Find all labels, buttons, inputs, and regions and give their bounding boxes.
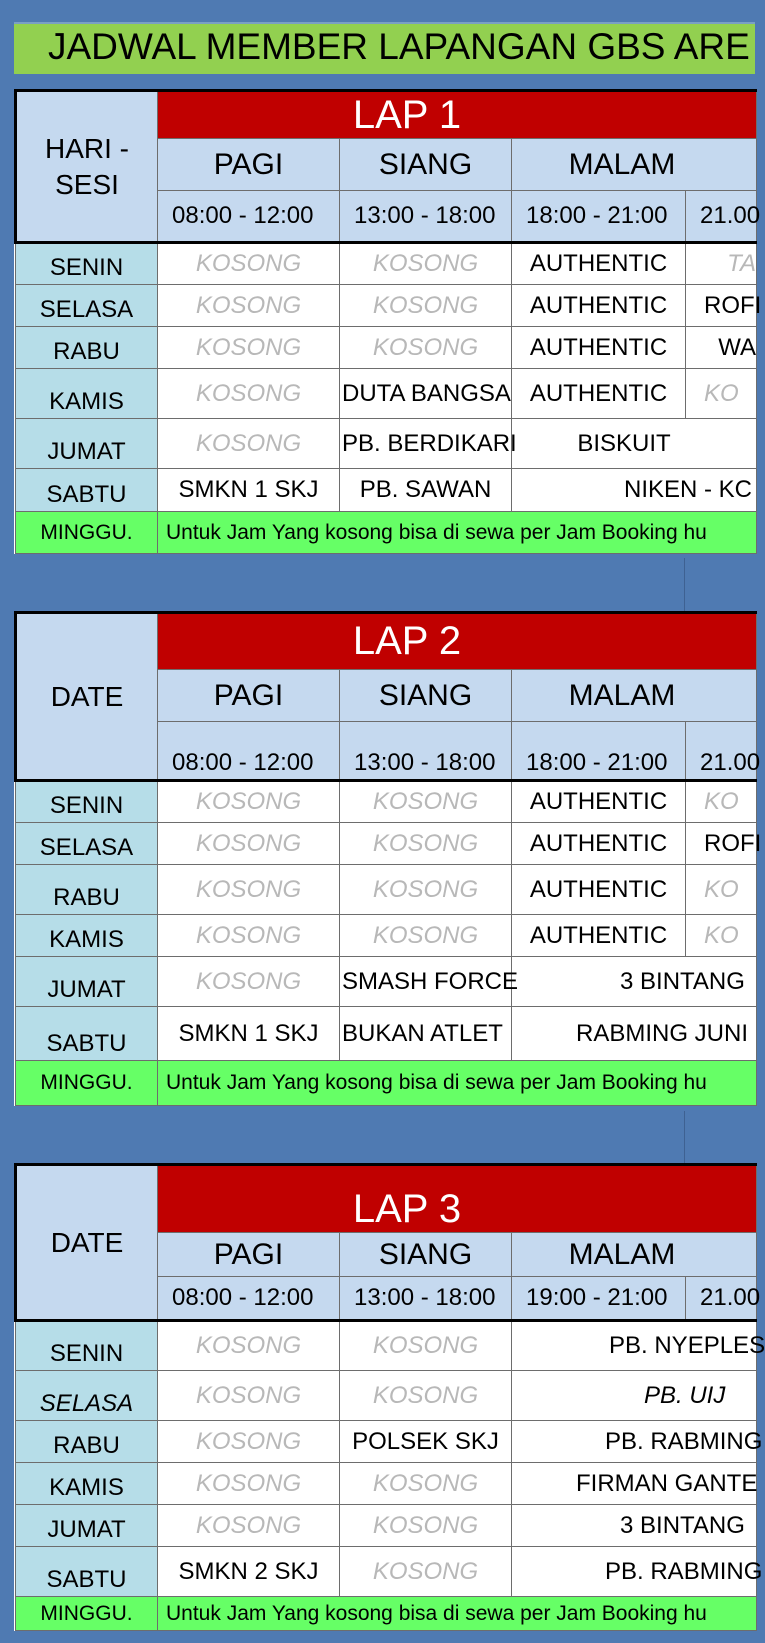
schedule-cell: TA	[686, 243, 757, 285]
schedule-cell: KOSONG	[158, 915, 340, 957]
schedule-cell: SMKN 1 SKJ	[158, 469, 340, 512]
time-slot: 13:00 - 18:00	[340, 1277, 512, 1321]
schedule-cell: ROFI	[686, 823, 757, 865]
day-label: SENIN	[16, 781, 158, 823]
lap-title: LAP 2	[158, 613, 757, 670]
day-label: KAMIS	[16, 369, 158, 419]
schedule-cell: SMKN 2 SKJ	[158, 1547, 340, 1597]
schedule-cell: KOSONG	[158, 1505, 340, 1547]
schedule-cell: AUTHENTIC	[512, 865, 686, 915]
session-malam: MALAM	[512, 139, 757, 191]
time-slot: 21.00	[686, 1277, 757, 1321]
schedule-cell: KOSONG	[158, 781, 340, 823]
minggu-label: MINGGU.	[16, 512, 158, 554]
time-slot: 18:00 - 21:00	[512, 191, 686, 243]
day-label: SELASA	[16, 1371, 158, 1421]
schedule-cell: KOSONG	[158, 865, 340, 915]
time-slot: 21.00	[686, 191, 757, 243]
minggu-label: MINGGU.	[16, 1061, 158, 1106]
schedule-cell: PB. NYEPLES	[512, 1321, 757, 1371]
schedule-cell: KOSONG	[340, 915, 512, 957]
session-pagi: PAGI	[158, 1233, 340, 1277]
schedule-cell: RABMING JUNI	[512, 1007, 757, 1061]
schedule-cell: KO	[686, 369, 757, 419]
schedule-cell: KOSONG	[158, 243, 340, 285]
schedule-cell: PB. BERDIKARI	[340, 419, 512, 469]
time-slot: 08:00 - 12:00	[158, 191, 340, 243]
schedule-cell: AUTHENTIC	[512, 781, 686, 823]
schedule-cell: KOSONG	[340, 1463, 512, 1505]
day-label: RABU	[16, 1421, 158, 1463]
schedule-cell: KOSONG	[340, 823, 512, 865]
schedule-cell: AUTHENTIC	[512, 285, 686, 327]
schedule-cell: KOSONG	[340, 285, 512, 327]
schedule-cell: KOSONG	[158, 369, 340, 419]
schedule-cell: KO	[686, 781, 757, 823]
gap-divider	[684, 558, 685, 611]
day-label: SABTU	[16, 1547, 158, 1597]
schedule-cell: KOSONG	[340, 1547, 512, 1597]
schedule-cell: AUTHENTIC	[512, 369, 686, 419]
schedule-cell: KOSONG	[340, 865, 512, 915]
session-malam: MALAM	[512, 1233, 757, 1277]
gap-divider	[684, 1111, 685, 1163]
lap-3-table	[14, 1163, 765, 1631]
schedule-cell: SMKN 1 SKJ	[158, 1007, 340, 1061]
lap-title: LAP 3	[158, 1165, 757, 1233]
schedule-cell: BISKUIT	[512, 419, 757, 469]
day-label: SELASA	[16, 823, 158, 865]
schedule-cell: DUTA BANGSA	[340, 369, 512, 419]
session-siang: SIANG	[340, 1233, 512, 1277]
schedule-cell: KOSONG	[340, 327, 512, 369]
schedule-cell: KO	[686, 865, 757, 915]
schedule-cell: WA	[686, 327, 757, 369]
schedule-cell: KOSONG	[158, 327, 340, 369]
schedule-cell: PB. RABMING	[512, 1547, 757, 1597]
schedule-cell: KOSONG	[158, 1463, 340, 1505]
minggu-label: MINGGU.	[16, 1597, 158, 1631]
time-slot: 18:00 - 21:00	[512, 722, 686, 781]
day-label: RABU	[16, 865, 158, 915]
day-label: SENIN	[16, 1321, 158, 1371]
schedule-cell: PB. SAWAN	[340, 469, 512, 512]
schedule-cell: AUTHENTIC	[512, 243, 686, 285]
schedule-cell: POLSEK SKJ	[340, 1421, 512, 1463]
session-malam: MALAM	[512, 670, 757, 722]
booking-note: Untuk Jam Yang kosong bisa di sewa per Jam Booking hu	[158, 1061, 757, 1106]
schedule-cell: FIRMAN GANTE	[512, 1463, 757, 1505]
schedule-cell: KOSONG	[340, 1321, 512, 1371]
schedule-cell: KOSONG	[158, 1371, 340, 1421]
corner-header: HARI - SESI	[16, 91, 158, 243]
schedule-cell: KOSONG	[340, 781, 512, 823]
schedule-cell: KOSONG	[158, 285, 340, 327]
schedule-cell: KOSONG	[158, 1421, 340, 1463]
day-label: SELASA	[16, 285, 158, 327]
booking-note: Untuk Jam Yang kosong bisa di sewa per Jam Booking hu	[158, 1597, 757, 1631]
day-label: KAMIS	[16, 915, 158, 957]
corner-header: DATE	[16, 1165, 158, 1321]
time-slot: 13:00 - 18:00	[340, 722, 512, 781]
schedule-cell: KOSONG	[158, 1321, 340, 1371]
session-pagi: PAGI	[158, 670, 340, 722]
schedule-cell: KOSONG	[340, 1371, 512, 1421]
lap-title: LAP 1	[158, 91, 757, 139]
time-slot: 08:00 - 12:00	[158, 1277, 340, 1321]
day-label: KAMIS	[16, 1463, 158, 1505]
schedule-cell: 3 BINTANG	[512, 1505, 757, 1547]
schedule-cell: KOSONG	[340, 243, 512, 285]
lap-2-table	[14, 611, 762, 1106]
session-siang: SIANG	[340, 670, 512, 722]
time-slot: 21.00	[686, 722, 757, 781]
schedule-cell: PB. RABMING	[512, 1421, 757, 1463]
schedule-cell: AUTHENTIC	[512, 915, 686, 957]
session-pagi: PAGI	[158, 139, 340, 191]
schedule-cell: AUTHENTIC	[512, 823, 686, 865]
schedule-cell: KOSONG	[158, 419, 340, 469]
schedule-cell: KOSONG	[158, 957, 340, 1007]
schedule-cell: KOSONG	[340, 1505, 512, 1547]
session-siang: SIANG	[340, 139, 512, 191]
time-slot: 13:00 - 18:00	[340, 191, 512, 243]
corner-header: DATE	[16, 613, 158, 781]
time-slot: 19:00 - 21:00	[512, 1277, 686, 1321]
schedule-cell: KOSONG	[158, 823, 340, 865]
day-label: JUMAT	[16, 1505, 158, 1547]
schedule-cell: AUTHENTIC	[512, 327, 686, 369]
day-label: SABTU	[16, 469, 158, 512]
schedule-cell: 3 BINTANG	[512, 957, 757, 1007]
schedule-title: JADWAL MEMBER LAPANGAN GBS ARE	[48, 26, 750, 67]
schedule-cell: NIKEN - KC	[512, 469, 757, 512]
schedule-title-bar	[14, 22, 755, 74]
day-label: SABTU	[16, 1007, 158, 1061]
schedule-cell: ROFI	[686, 285, 757, 327]
day-label: SENIN	[16, 243, 158, 285]
schedule-cell: BUKAN ATLET	[340, 1007, 512, 1061]
schedule-cell: KO	[686, 915, 757, 957]
day-label: JUMAT	[16, 957, 158, 1007]
day-label: JUMAT	[16, 419, 158, 469]
lap-1-table	[14, 89, 762, 554]
schedule-cell: SMASH FORCE	[340, 957, 512, 1007]
booking-note: Untuk Jam Yang kosong bisa di sewa per Jam Booking hu	[158, 512, 757, 554]
day-label: RABU	[16, 327, 158, 369]
time-slot: 08:00 - 12:00	[158, 722, 340, 781]
schedule-cell: PB. UIJ	[512, 1371, 757, 1421]
